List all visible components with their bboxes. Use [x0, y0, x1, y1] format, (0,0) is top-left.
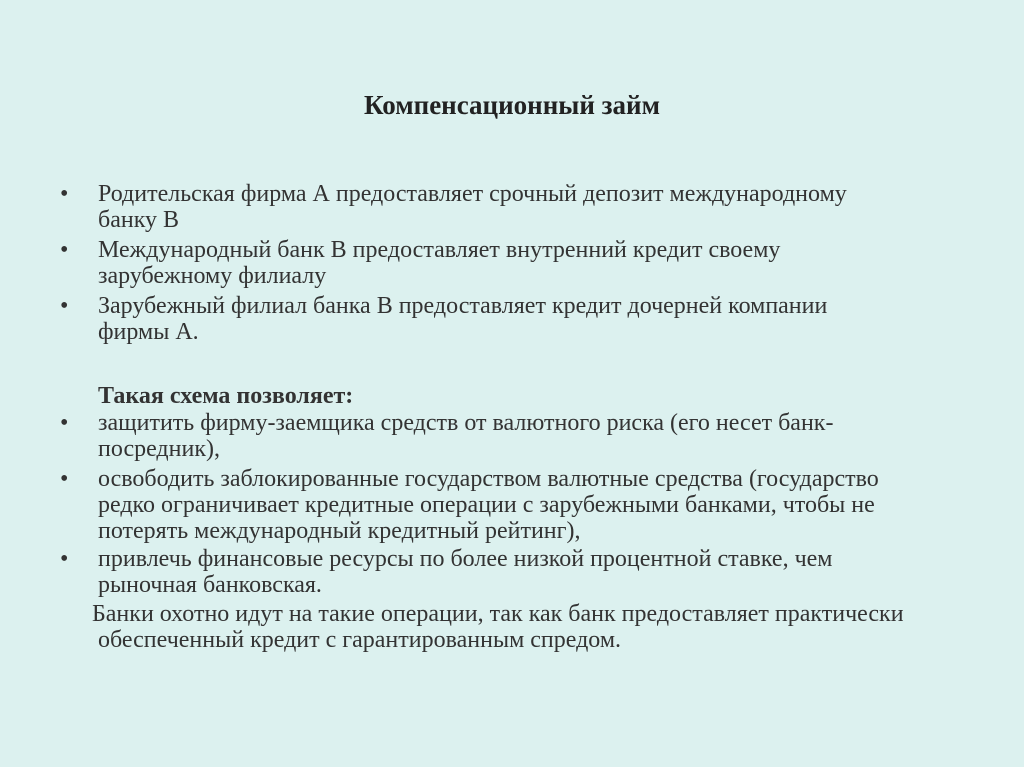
slide-title: Компенсационный займ	[364, 90, 660, 120]
bullet-text-line: редко ограничивает кредитные операции с зарубежными банками, чтобы не	[98, 492, 875, 518]
bullet-icon: •	[60, 466, 69, 492]
bullet-text-line: рыночная банковская.	[98, 572, 322, 598]
bullet-text-line: освободить заблокированные государством валютные средства (государство	[98, 466, 879, 492]
bullet-icon: •	[60, 181, 69, 207]
bullet-text-line: Международный банк В предоставляет внутренний кредит своему	[98, 237, 781, 263]
closing-line: обеспеченный кредит с гарантированным спредом.	[98, 627, 622, 653]
bullet-text-line: Родительская фирма А предоставляет срочный депозит международному	[98, 181, 847, 207]
closing-line: Банки охотно идут на такие операции, так как банк предоставляет практически	[92, 601, 904, 627]
bullet-text-line: зарубежному филиалу	[98, 263, 327, 289]
subheading: Такая схема позволяет:	[98, 383, 354, 409]
closing-paragraph	[92, 601, 972, 653]
bullet-text-line: Зарубежный филиал банка В предоставляет кредит дочерней компании	[98, 293, 828, 319]
bullet-text-line: посредник),	[98, 436, 220, 462]
bullet-text-line: потерять международный кредитный рейтинг),	[98, 518, 581, 544]
bullet-icon: •	[60, 237, 69, 263]
bullet-text-line: привлечь финансовые ресурсы по более низкой процентной ставке, чем	[98, 546, 833, 572]
bullet-icon: •	[60, 410, 69, 436]
bullet-text-line: фирмы А.	[98, 319, 199, 345]
bullet-text-line: защитить фирму-заемщика средств от валютного риска (его несет банк-	[98, 410, 834, 436]
bullet-text-line: банку В	[98, 207, 180, 233]
bullet-icon: •	[60, 293, 69, 319]
bullet-icon: •	[60, 546, 69, 572]
